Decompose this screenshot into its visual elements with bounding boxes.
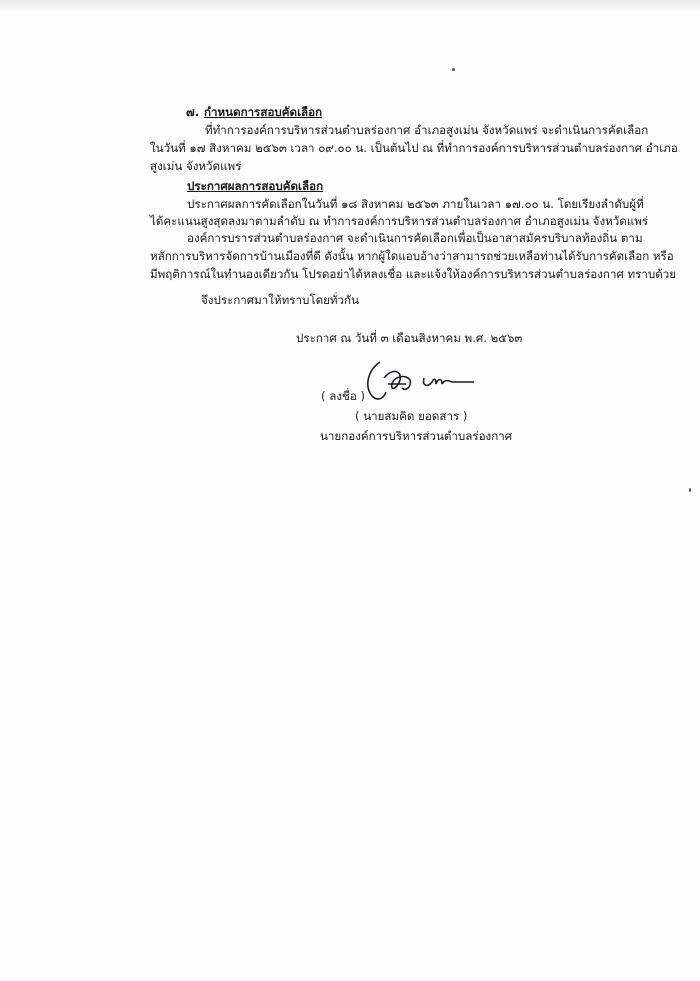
section7-line-2: ในวันที่ ๑๗ สิงหาคม ๒๕๖๓ เวลา ๐๙.๐๐ น. เป็นต้นไป ณ ที่ทำการองค์การบริหารส่วนตำบลร่องกาศ อำเภอ — [150, 141, 678, 155]
scan-speck — [689, 488, 691, 492]
date-line: ประกาศ ณ วันที่ ๓ เดือนสิงหาคม พ.ศ. ๒๕๖๓ — [296, 331, 523, 345]
section7-line-3: สูงเม่น จังหวัดแพร่ — [150, 159, 242, 173]
scan-speck — [452, 68, 455, 71]
signatory-position: นายกองค์การบริหารส่วนตำบลร่องกาศ — [320, 429, 513, 443]
announcement-heading: ประกาศผลการสอบคัดเลือก — [187, 179, 324, 193]
signatory-name: ( นายสมคิด ยอดสาร ) — [355, 409, 468, 423]
announcement-line-1: ประกาศผลการคัดเลือกในวันที่ ๑๘ สิงหาคม ๒๕๖๓ ภายในเวลา ๑๗.๐๐ น. โดยเรียงลำดับผู้ที่ — [187, 197, 644, 211]
closing-text: จึงประกาศมาให้ทราบโดยทั่วกัน — [201, 293, 359, 307]
announcement-line-5: มีพฤติการณ์ในทำนองเดียวกัน โปรดอย่าได้หลงเชื่อ และแจ้งให้องค์การบริหารส่วนตำบลร่องกาศ ทราบด้วย — [150, 267, 677, 281]
announcement-line-3: องค์การบรารส่วนตำบลร่องกาศ จะดำเนินการคัดเลือกเพื่อเป็นอาสาสมัครบริบาลท้องถิ่น ตาม — [187, 231, 643, 245]
section7-line-1: ที่ทำการองค์การบริหารส่วนตำบลร่องกาศ อำเภอสูงเม่น จังหวัดแพร่ จะดำเนินการคัดเลือก — [205, 123, 649, 137]
announcement-line-4: หลักการบริหารจัดการบ้านเมืองที่ดี ดังนั้น หากผู้ใดแอบอ้างว่าสามารถช่วยเหลือท่านได้รับการคัดเลือก หรือ — [150, 249, 674, 263]
announcement-line-2: ได้คะแนนสูงสุดลงมาตามลำดับ ณ ทำการองค์การบริหารส่วนตำบลร่องกาศ อำเภอสูงเม่น จังหวัดแพร่ — [150, 214, 649, 228]
section-heading: กำหนดการสอบคัดเลือก — [204, 105, 323, 119]
handwritten-signature — [362, 358, 482, 406]
section-number: ๗. — [186, 105, 200, 119]
sign-label: ( ลงชื่อ ) — [321, 389, 366, 403]
scan-shadow — [0, 0, 700, 12]
